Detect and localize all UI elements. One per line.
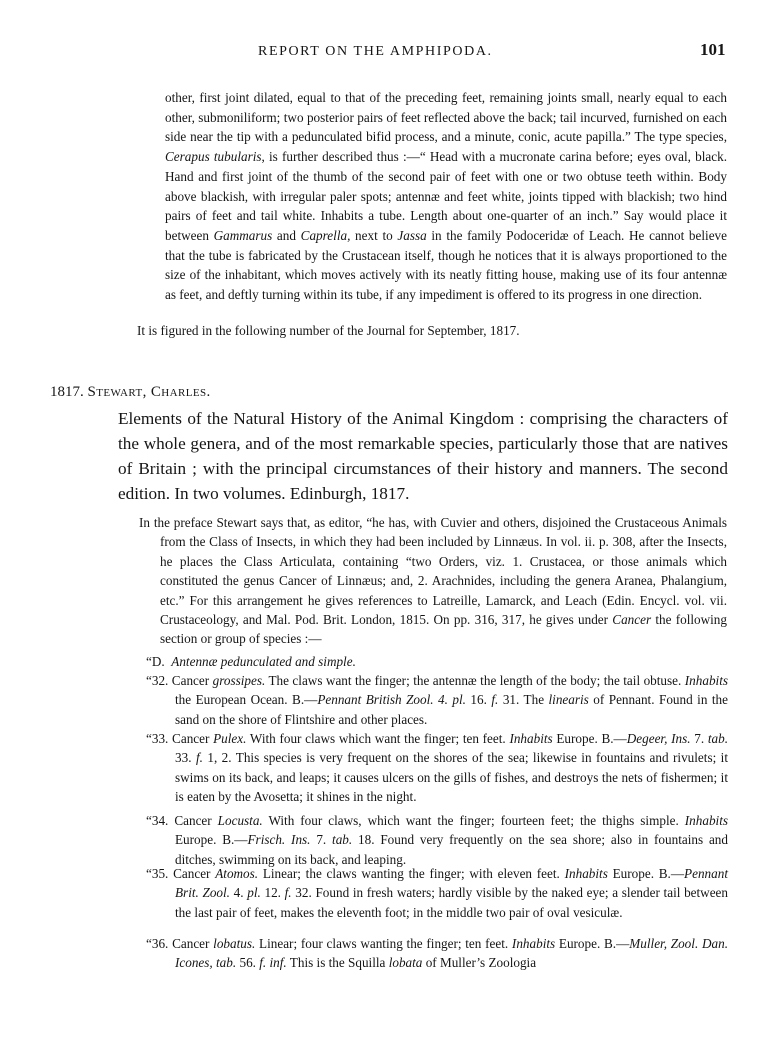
continuation-paragraph: other, first joint dilated, equal to that of the preceding feet, remaining joints small, nearly equal to each other, submoniliform; two posterior pairs of feet reflected above the back; tail incurved, furnished on each side near the tip with a pedunculated bifid process, and a minute, conic, acute papilla.” The type species, Cerapus tubularis, is further described thus :—“ Head with a mucronate carina before; eyes oval, black. Hand and first joint of the thumb of the second pair of feet with one or two obtuse teeth within. Body above blackish, with irregular paler spots; antennæ and feet white, joints tipped with blackish; two hind pairs of feet and tail white. Inhabits a tube. Length about one-quarter of an inch.” Say would place it between Gammarus and Caprella, next to Jassa in the family Podoceridæ of Leach. He cannot believe that the tube is fabricated by the Crustacean itself, though he notices that it is always proportioned to the size of the inhabitant, which moves actively with its neatly fitting house, making use of its four antennæ as feet, and deftly turning within its tube, if any impediment is offered to its progress in one direction. [165, 90, 728, 303]
species-entry-33: “33. Cancer Pulex. With four claws which want the finger; ten feet. Inhabits Europe. B.—Degeer, Ins. 7. tab. 33. f. 1, 2. This species is very frequent on the shores of the sea; likewise in fountains and rivulets; it swims on its back, and leaps; it causes ulcers on the gills of fishes, and destroys the nets of fishermen; it is eaten by the Avosetta; it shines in the night. [146, 731, 729, 805]
species-entry-36: “36. Cancer lobatus. Linear; four claws wanting the finger; ten feet. Inhabits Europe. B.—Muller, Zool. Dan. Icones, tab. 56. f. inf. This is the Squilla lobata of Muller’s Zoologia [146, 936, 728, 971]
species-entry-32: “32. Cancer grossipes. The claws want the finger; the antennæ the length of the body; the tail obtuse. Inhabits the European Ocean. B.—Pennant British Zool. 4. pl. 16. f. 31. The linearis of Pennant. Found in the sand on the shore of Flintshire and other places. [146, 673, 728, 727]
page-number: 101 [700, 40, 726, 59]
species-entry-34: “34. Cancer Locusta. With four claws, which want the finger; fourteen feet; the thighs simple. Inhabits Europe. B.—Frisch. Ins. 7. tab. 18. Found very frequently on the sea shore; also in fountains and ditches, swimming on its back, and leaping. [146, 813, 728, 867]
page-header [0, 40, 776, 66]
entry-year: 1817. [50, 384, 84, 400]
continuation-note: It is figured in the following number of the Journal for September, 1817. [137, 323, 520, 338]
entry-author: Stewart, Charles. [87, 384, 211, 400]
section-heading: “D. Antennæ pedunculated and simple. [146, 654, 356, 669]
entry-title: Elements of the Natural History of the Animal Kingdom : comprising the characters of the whole genera, and of the most remarkable species, particularly those that are natives of Britain ; with the principal circumstances of their history and manners. The second edition. In two volumes. Edinburgh, 1817. [118, 409, 728, 503]
preface-paragraph: In the preface Stewart says that, as editor, “he has, with Cuvier and others, disjoined the Crustaceous Animals from the Class of Insects, in which they had been included by Linnæus. In vol. ii. p. 308, after the Insects, he places the Class Articulata, containing “two Orders, viz. 1. Crustacea, or those animals which constituted the genus Cancer of Linnæus; and, 2. Arachnides, including the genera Aranea, Phalangium, etc.” For this arrangement he gives references to Latreille, Lamarck, and Leach (Edin. Encycl. vol. vii. Crustaceology, and Mal. Pod. Brit. London, 1815. On pp. 316, 317, he gives under Cancer the following section or group of species :— [139, 515, 727, 647]
species-entry-35: “35. Cancer Atomos. Linear; the claws wanting the finger; with eleven feet. Inhabits Europe. B.—Pennant Brit. Zool. 4. pl. 12. f. 32. Found in fresh waters; hardly visible by the naked eye; a slender tail between the last pair of feet, makes the eleventh foot; in the middle two pair of oval vesiculæ. [146, 866, 729, 920]
entry-heading [50, 384, 650, 401]
running-title: REPORT ON THE AMPHIPODA. [258, 44, 493, 59]
